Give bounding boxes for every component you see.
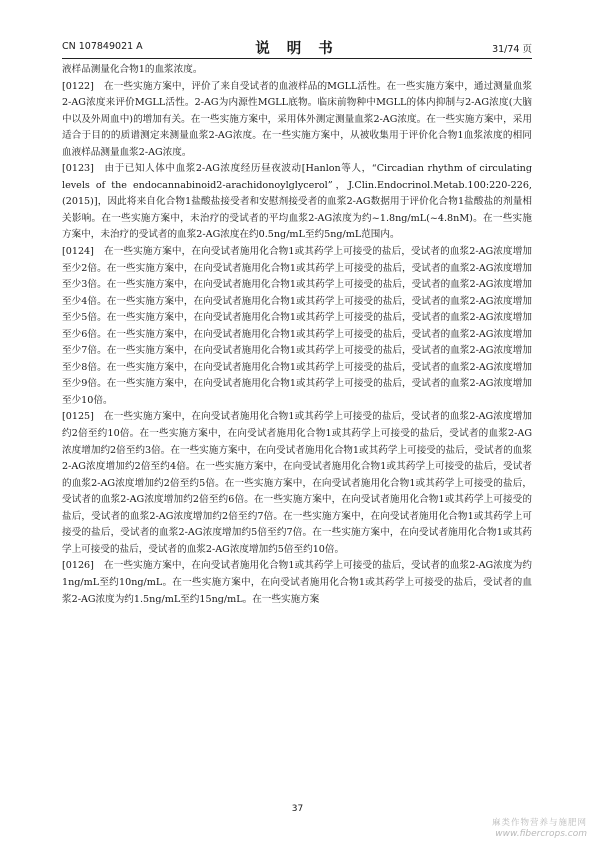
patent-number: CN 107849021 A <box>62 41 143 52</box>
watermark <box>492 818 587 840</box>
paragraph-number: [0124] <box>62 246 94 258</box>
paragraph-number: [0122] <box>62 80 94 92</box>
paragraph-number: [0125] <box>62 411 94 423</box>
paragraph-text: 液样品测量化合物1的血浆浓度。 <box>62 64 203 75</box>
page-number: 37 <box>291 804 304 814</box>
page-reference: 31/74 页 <box>492 44 532 55</box>
paragraph-0124 <box>62 244 532 409</box>
watermark-url: www.fibercrops.com <box>495 829 587 839</box>
paragraph-0125 <box>62 409 532 558</box>
paragraph-text: 在一些实施方案中，评价了来自受试者的血液样品的MGLL活性。在一些实施方案中，通过测量血浆2-AG浓度来评价MGLL活性。2-AG为内源性MGLL底物。临床前物种中MGLL的体内抑制与2-AG浓度(大脑中以及外周血中)的增加有关。在一些实施方案中，采用体外测定测量血浆2-AG浓度。在一些实施方案中，采用适合于目的的质谱测定来测量血浆2-AG浓度。在一些实施方案中，从被收集用于评价化合物1血浆浓度的相同血液样品测量血浆2-AG浓度。 <box>62 80 532 158</box>
paragraph-text: 在一些实施方案中，在向受试者施用化合物1或其药学上可接受的盐后，受试者的血浆2-AG浓度增加至少2倍。在一些实施方案中，在向受试者施用化合物1或其药学上可接受的盐后，受试者的血浆2-AG浓度增加至少3倍。在一些实施方案中，在向受试者施用化合物1或其药学上可接受的盐后，受试者的血浆2-AG浓度增加至少4倍。在一些实施方案中，在向受试者施用化合物1或其药学上可接受的盐后，受试者的血浆2-AG浓度增加至少5倍。在一些实施方案中，在向受试者施用化合物1或其药学上可接受的盐后，受试者的血浆2-AG浓度增加至少6倍。在一些实施方案中，在向受试者施用化合物1或其药学上可接受的盐后，受试者的血浆2-AG浓度增加至少7倍。在一些实施方案中，在向受试者施用化合物1或其药学上可接受的盐后，受试者的血浆2-AG浓度增加至少8倍。在一些实施方案中，在向受试者施用化合物1或其药学上可接受的盐后，受试者的血浆2-AG浓度增加至少9倍。在一些实施方案中，在向受试者施用化合物1或其药学上可接受的盐后，受试者的血浆2-AG浓度增加至少10倍。 <box>62 246 532 406</box>
page-header <box>62 38 532 56</box>
paragraph-text: 在一些实施方案中，在向受试者施用化合物1或其药学上可接受的盐后，受试者的血浆2-AG浓度为约1ng/mL至约10ng/mL。在一些实施方案中，在向受试者施用化合物1或其药学上可接受的盐后，受试者的血浆2-AG浓度为约1.5ng/mL至约15ng/mL。在一些实施方案 <box>62 560 532 605</box>
watermark-site-name: 麻类作物营养与施肥网 <box>491 818 587 828</box>
document-title: 说 明 书 <box>255 40 339 57</box>
paragraph-number: [0126] <box>62 560 94 572</box>
paragraph-0126 <box>62 558 532 608</box>
document-body <box>62 62 532 608</box>
paragraph-0122 <box>62 79 532 162</box>
paragraph-text: 在一些实施方案中，在向受试者施用化合物1或其药学上可接受的盐后，受试者的血浆2-AG浓度增加约2倍至约10倍。在一些实施方案中，在向受试者施用化合物1或其药学上可接受的盐后，受试者的血浆2-AG浓度增加约2倍至约3倍。在一些实施方案中，在向受试者施用化合物1或其药学上可接受的盐后，受试者的血浆2-AG浓度增加约2倍至约4倍。在一些实施方案中，在向受试者施用化合物1或其药学上可接受的盐后，受试者的血浆2-AG浓度增加约2倍至约5倍。在一些实施方案中，在向受试者施用化合物1或其药学上可接受的盐后，受试者的血浆2-AG浓度增加约2倍至约6倍。在一些实施方案中，在向受试者施用化合物1或其药学上可接受的盐后，受试者的血浆2-AG浓度增加约2倍至约7倍。在一些实施方案中，在向受试者施用化合物1或其药学上可接受的盐后，受试者的血浆2-AG浓度增加约5倍至约7倍。在一些实施方案中，在向受试者施用化合物1或其药学上可接受的盐后，受试者的血浆2-AG浓度增加约5倍至约10倍。 <box>62 411 532 555</box>
paragraph-number: [0123] <box>62 163 94 175</box>
header-rule <box>62 58 532 59</box>
paragraph-text: 由于已知人体中血浆2-AG浓度经历昼夜波动[Hanlon等人，“Circadian rhythm of circulating levels of the endocannabinoid2-arachidonoylglycerol”，J.Clin.Endocrinol.Metab.100:220-226,(2015)]，因此将来自化合物1盐酸盐接受者和安慰剂接受者的血浆2-AG数据用于评价化合物1盐酸盐的剂量相关影响。在一些实施方案中，未治疗的受试者的平均血浆2-AG浓度为约~1.8ng/mL(~4.8nM)。在一些实施方案中，未治疗的受试者的血浆2-AG浓度在约0.5ng/mL至约5ng/mL范围内。 <box>62 163 532 241</box>
paragraph-0123 <box>62 161 532 244</box>
paragraph-continuation <box>62 62 532 79</box>
